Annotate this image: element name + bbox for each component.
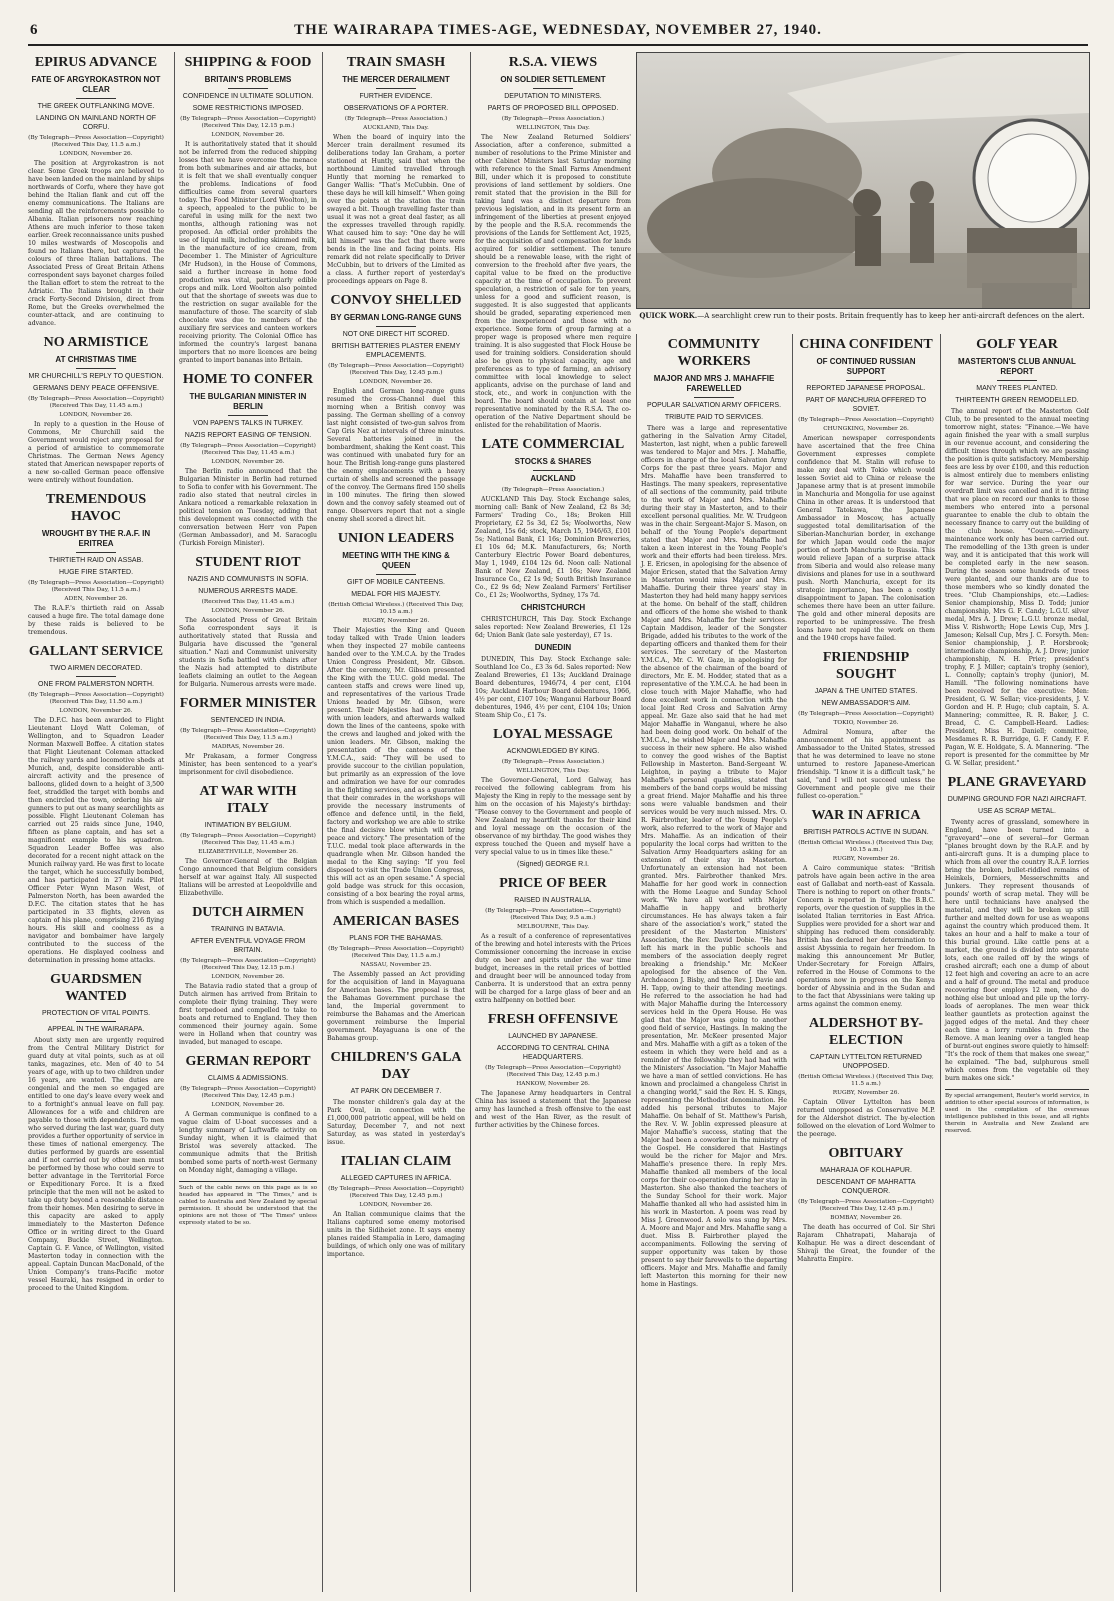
- credit: (By Telegraph—Press Association—Copyright) (Received This Day, 11.5 a.m.): [180, 728, 316, 741]
- article-friendship-sought: [797, 649, 935, 801]
- credit: (By Telegraph—Press Association.): [501, 116, 605, 122]
- dateline: LONDON, November 26.: [211, 459, 285, 465]
- deck: OF CONTINUED RUSSIAN SUPPORT: [816, 357, 916, 376]
- deck: DUMPING GROUND FOR NAZI AIRCRAFT.: [947, 796, 1087, 803]
- headline: AT WAR WITH ITALY: [199, 784, 297, 816]
- article-body: The D.F.C. has been awarded to Flight Lieutenant Lloyd Watt Coleman, of Wellington, and to Squadron Leader Norman Maxwell Boffee. A citation states that Flight Lieutenant Coleman attacked the railway yards and locomotive sheds at Munich, and, despite considerable anti-aircraft activity and the presence of balloons, glided down to a height of 3,500 feet, straddled the target with bombs and then encircled the town, ordering his air gunners to put out as many searchlights as possible. Flight Lieutenant Coleman has carried out 25 raids since June, 1940, fifteen as plane captain, and has set a magnificent example to his squadron. Squadron Leader Boffee was also decorated for a recent night attack on the Munich railway yard. He was first to locate the target, which he successfully bombed, and has participated in 27 raids. Pilot Officer Peter Wynn Mason West, of Palmerston North, has been awarded the D.F.C. The citation states that he has participated in 33 flights, eleven as captain of his plane, comprising 216 flying hours. His skill and coolness as a navigator and bombaimer have largely contributed to the success of the operations. He displayed coolness and determination in pressing home attacks.: [28, 717, 164, 964]
- column-5: [636, 334, 787, 1592]
- divider: [376, 88, 416, 89]
- headline: GALLANT SERVICE: [28, 644, 164, 659]
- deck: ONE FROM PALMERSTON NORTH.: [38, 681, 154, 688]
- deck: WROUGHT BY THE R.A.F. IN ERITREA: [41, 529, 151, 548]
- deck: BRITISH BATTERIES PLASTER ENEMY EMPLACEMENTS.: [331, 343, 461, 359]
- article-obituary: [797, 1145, 935, 1264]
- headline: WAR IN AFRICA: [811, 808, 921, 823]
- credit: (British Official Wireless.) (Received This Day, 10.15 a.m.): [798, 840, 934, 853]
- dateline: NASSAU, November 25.: [360, 962, 432, 968]
- deck: FATE OF ARGYROKASTRON NOT CLEAR: [31, 75, 161, 94]
- column-2: [174, 52, 317, 1592]
- credit: (By Telegraph—Press Association—Copyright) (Received This Day, 12.45 p.m.): [798, 1199, 934, 1212]
- article-community-workers: [641, 336, 787, 1289]
- article-body: The position at Argyrokastron is not clear. Some Greek troops are believed to have been landed on the mainland by ships northwards of Corfu, where they have got behind the Italian flank and cut off the enemy communications. The Italians are sending all the reinforcements possible to Albania. Italian prisoners now reaching Athens are much inferior to those taken earlier. Greek reconnaissance units pushed 10 miles westwards of Moscopolis and found no Italians there, but captured the colours of three Italian battalions. The Associated Press of Great Britain Athens correspondent says bayonet charges foiled the Italian effort to stem the retreat to the Adriatic. The Italians brought in their crack Forty-Second Division, direct from Rome, but the Greeks overwhelmed the counter-attack, and are continuing to advance.: [28, 160, 164, 327]
- credit: (By Telegraph—Press Association—Copyright) (Received This Day, 12.15 p.m.): [180, 958, 316, 971]
- article-rsa-views: [475, 54, 631, 430]
- deck: APPEAL IN THE WAIRARAPA.: [47, 1026, 145, 1033]
- article-epirus-advance: [28, 54, 164, 328]
- subhead: AUCKLAND: [530, 474, 576, 483]
- article-body: Admiral Nomura, after the announcement of his appointment as Ambassador to the United States, stressed that he was determined to leave no stone unturned to restore Japanese-American friendship. "I know it is a difficult task," he said, "and I will not succeed unless the Government and people give me their fullest co-operation.": [797, 729, 935, 800]
- article-war-with-italy: [179, 783, 317, 898]
- dateline: LONDON, November 26.: [359, 379, 433, 385]
- divider: [533, 470, 573, 471]
- article-body: The Governor-General of the Belgian Congo announced that Belgium considers herself at war against Italy. All suspected Italians will be arrested at Leopoldville and Elizabethville.: [179, 858, 317, 897]
- dateline: WELLINGTON, This Day.: [516, 125, 590, 131]
- dateline: ADEN, November 26.: [64, 596, 128, 602]
- deck: POPULAR SALVATION ARMY OFFICERS.: [646, 402, 782, 409]
- article-body: The Governor-General, Lord Galway, has received the following cablegram from his Majesty the King in reply to the message sent by him on the occasion of his Majesty's birthday: "Please convey to the Government and people of New Zealand my heartfelt thanks for their kind and loyal message on the occasion of the observance of my birthday. The good wishes they express touched the Queen and myself have a very special value to us in times like these.": [475, 777, 631, 856]
- article-golf-year: [945, 336, 1089, 768]
- headline: GOLF YEAR: [976, 337, 1058, 352]
- column-3: [322, 52, 465, 1592]
- deck: THE BULGARIAN MINISTER IN BERLIN: [189, 392, 307, 411]
- article-aldershot-by-election: [797, 1015, 935, 1139]
- headline: HOME TO CONFER: [182, 372, 314, 387]
- article-body: Twenty acres of grassland, somewhere in England, have been turned into a "graveyard"—one of several—for German "planes brought down by the R.A.F. and by anti-aircraft guns. It is a dumping place to which from all over the country R.A.F. lorries bring the broken, bullet-riddled remains of Heinkels, Dorniers, Messerschmitts and Junkers. They represent thousands of pounds' worth of scrap metal. They will be here until technicians have analysed the material, and they will be broken up still further and melted down for use as weapons against the country which produced them. It takes an hour and a half to make a tour of this burial ground. Like cattle pens at a market, the ground is divided into separate lots, each one railed off by the wings of crashed aircraft; each one a dump of about 12 feet high and covering an acre to an acre and a half of ground. The metal and produce recovering floor employs 12 men, who do nothing else but unload and pile up the lorry-loads of aeroplanes. The men wear thick leather gauntlets as protection against the jagged edges of the metal. And they cheer each time a lorry rumbles in from the Remove. A man leaning over a tangled heap of burnt-out engines swore quietly to himself: "It's the rock of them that makes one swear," he explained. "The bad, sulphurous smell which comes from the vegetable oil they burn makes one sick.": [945, 819, 1089, 1082]
- article-body: As a result of a conference of representatives of the brewing and hotel interests with the Prices Commissioner concerning the increase in excise duty on beer and spirits under the war time budget, increases in the retail prices of bottled and draught beer will be announced today from Canberra. It is understood that an extra penny will be charged for a large glass of beer and an extra halfpenny on bottled beer.: [475, 933, 631, 1004]
- article-body: Mr Prakasam, a former Congress Minister, has been sentenced to a year's imprisonment for civil disobedience.: [179, 753, 317, 776]
- headline: OBITUARY: [828, 1146, 904, 1161]
- divider: [846, 380, 886, 381]
- deck: PART OF MANCHURIA OFFERED TO SOVIET.: [805, 397, 927, 413]
- article-body: The R.A.F.'s thirtieth raid on Assab caused a huge fire. The total damage done by these raids is believed to be tremendous.: [28, 605, 164, 636]
- article-war-in-africa: [797, 807, 935, 1009]
- credit: (By Telegraph—Press Association—Copyright) (Received This Day, 12.45 p.m.): [180, 1086, 316, 1099]
- deck: USE AS SCRAP METAL.: [978, 808, 1056, 815]
- dateline: RUGBY, November 26.: [362, 618, 430, 624]
- credit: (By Telegraph—Press Association.): [344, 116, 448, 122]
- deck: MANY TREES PLANTED.: [976, 385, 1058, 392]
- photo-caption: [636, 311, 1088, 321]
- divider: [376, 326, 416, 327]
- deck: CAPTAIN LYTTELTON RETURNED UNOPPOSED.: [810, 1054, 922, 1070]
- article-guardsmen-wanted: [28, 971, 164, 1293]
- headline: FRIENDSHIP SOUGHT: [822, 650, 910, 682]
- article-body: The Japanese Army headquarters in Central China has issued a statement that the Japanese army has launched a fresh offensive to the east and west of the Han River, as the result of further activities by the Chinese forces.: [475, 1090, 631, 1129]
- article-body: It is authoritatively stated that it should not be inferred from the reduced shipping losses that we have overcome the menace from both submarines and air attacks, but it is felt that we shall eventually conquer the problems. Indications of food difficulties came from several quarters today. The Food Minister (Lord Woolton), in a speech, appealed to the public to be careful in using milk for the next two months, although rationing was not proposed. An official order prohibits the use of liquid milk, including skimmed milk, in the manufacture of ice cream, from December 1. The Minister of Agriculture (Mr Hudson), in the House of Commons, said a further increase in home food production was vital, particularly edible crops and milk. Lord Woolton also pointed out that the shortage of sweets was due to the restriction on sugar available for the manufacture of those. The scarcity of slab chocolate was due to members of the auxiliary fire services and canteen workers receiving priority. The Colonial Office has informed the country's largest banana importers that no more licences are being granted to import bananas into Britain.: [179, 141, 317, 364]
- deck: THE MERCER DERAILMENT: [342, 75, 450, 84]
- deck: MAJOR AND MRS J. MAHAFFIE FAREWELLED: [653, 374, 775, 393]
- article-late-commercial: [475, 436, 631, 720]
- dateline: AUCKLAND, This Day.: [363, 125, 429, 131]
- column-7: [940, 334, 1089, 1592]
- deck: THIRTEENTH GREEN REMODELLED.: [955, 397, 1079, 404]
- dateline: LONDON, November 26.: [211, 608, 285, 614]
- headline: TREMENDOUS HAVOC: [45, 492, 147, 524]
- divider: [76, 368, 116, 369]
- article-italian-claim: [327, 1153, 465, 1259]
- article-body: The monster children's gala day at the Park Oval, in connection with the £1,000,000 patriotic appeal, will be held on Saturday, December 7, and not next Saturday, as was stated in yesterday's issue.: [327, 1099, 465, 1146]
- headline: AMERICAN BASES: [332, 914, 460, 929]
- credit: (By Telegraph—Press Association—Copyright) (Received This Day, 11.45 a.m.): [180, 443, 316, 456]
- deck: BY GERMAN LONG-RANGE GUNS: [330, 313, 462, 322]
- article-body: English and German long-range guns resumed the cross-Channel duel this morning when a British convoy was passing. The German shelling of a convoy last night consisted of two-gun salvos from Cap Gris Nez at intervals of three minutes. Several batteries joined in the bombardment, shaking the Kent coast. This was continued with unabated fury for an hour. The British long-range guns plastered the enemy emplacements with a heavy curtain of shells and screened the passage of the convoy. The Germans fired 150 shells in 100 minutes. The firing then slowed down and the convoy safely steamed out of range. Observers report that not a single enemy shell scored a direct hit.: [327, 388, 465, 523]
- article-train-smash: [327, 54, 465, 286]
- headline: CHINA CONFIDENT: [799, 337, 933, 352]
- deck: THIRTIETH RAID ON ASSAB.: [48, 557, 144, 564]
- divider: [376, 574, 416, 575]
- headline: GERMAN REPORT: [185, 1054, 311, 1069]
- deck: NOT ONE DIRECT HIT SCORED.: [342, 331, 450, 338]
- deck: PARTS OF PROPOSED BILL OPPOSED.: [487, 105, 619, 112]
- deck: CLAIMS & ADMISSIONS.: [207, 1075, 289, 1082]
- article-body: AUCKLAND This Day. Stock Exchange sales, morning call: Bank of New Zealand, £2 8s 3d; Farmers' Trading Co., 18s; Broken Hill Proprietary, £2 5s 3d, £2 5s; Woolworths, New Zealand, 15s 6d; stock, March 15, 1946/63, £101 5s; National Bank, £1 16s; Dominion Breweries, £1 10s 6d; M.K. Manufacturers, 6s; North Canterbury Electric Power Board debentures, May 1, 1949, £104 12s 6d. Noon call: National Bank of New Zealand, £1 16s; New Zealand Insurance Co., £2 1s 9d; South British Insurance Co., £2 9s 6d; New Zealand Farmers' Fertiliser Co., £1 2s; Woolworths, Sydney, 17s 7d.: [475, 496, 631, 599]
- divider: [533, 88, 573, 89]
- headline: TRAIN SMASH: [346, 55, 446, 70]
- article-body: The Assembly passed an Act providing for the acquisition of land in Mayaguana for American bases. The proposal is that the Bahamas Government purchase the land, the Imperial government to reimburse the Bahamas and the American government reimburse the Imperial government. Mayaguana is one of the Bahamas group.: [327, 971, 465, 1042]
- deck: AT CHRISTMAS TIME: [55, 355, 137, 364]
- headline: FRESH OFFENSIVE: [487, 1012, 619, 1027]
- deck: DEPUTATION TO MINISTERS.: [504, 93, 602, 100]
- caption-text: —A searchlight crew run to their posts. Britain frequently has to keep her anti-aircraft defences on the alert.: [697, 312, 1085, 320]
- caption-lead: QUICK WORK.: [639, 311, 698, 320]
- divider: [228, 88, 268, 89]
- deck: ALLEGED CAPTURES IN AFRICA.: [340, 1175, 452, 1182]
- article-shipping-food: [179, 54, 317, 365]
- article-body: The Associated Press of Great Britain Sofia correspondent says it is authoritatively stated that Russia and Bulgaria have discussed the "general situation." Nazi and Communist university students in Sofia battled with chairs after the Nazis had attempted to distribute leaflets claiming an outlet to the Aegean for Bulgaria. Numerous arrests were made.: [179, 617, 317, 688]
- deck: NAZIS REPORT EASING OF TENSION.: [184, 432, 312, 439]
- credit: (By Telegraph—Press Association.): [501, 487, 605, 493]
- article-body: About sixty men are urgently required from the Central Military District for guard duty at vital points, such as at oil tanks, magazines, etc. Men of 40 to 54 years of age, with up to two children under 16 years, are wanted. The duties are congenial and the men so engaged are entitled to one day's leave every week and to a fortnight's annual leave on full pay. Allowances for a wife and children are payable to those with dependents. To men who served during the last war, guard duty provides a further opportunity of service in these times of national emergency. The duties performed by guards are essential and if not carried out by other men must be performed by those who could serve to better advantage in the Territorial Force or Expeditionary Force. It is a fixed principle that the men will not be asked to take up duty beyond a reasonable distance from their homes. Men desiring to serve in this capacity are asked to apply immediately to the Masterton Defence Office or in writing direct to the Guard Company, Buckle Street, Wellington. Captain G. F. Vance, of Wellington, visited Masterton today in connection with the appeal. Captain Duncan MacDonald, of the Union Company's trans-Pacific motor vessel Hauraki, has resigned in order to proceed to the United Kingdom.: [28, 1037, 164, 1292]
- headline: SHIPPING & FOOD: [184, 55, 312, 70]
- dateline: ELIZABETHVILLE, November 26.: [198, 849, 298, 855]
- article-china-confident: [797, 336, 935, 643]
- article-body: In reply to a question in the House of Commons, Mr Churchill said the Government would reject any proposal for a period of armistice to commemorate Christmas. The German News Agency stated that American newspaper reports of a new so-called German peace offensive were entirely without foundation.: [28, 421, 164, 484]
- article-former-minister: [179, 695, 317, 777]
- dateline: LONDON, November 26.: [359, 1202, 433, 1208]
- dateline: MELBOURNE, This Day.: [516, 924, 590, 930]
- credit: (By Telegraph—Press Association—Copyright) (Received This Day, 12.45 p.m.): [328, 1186, 464, 1199]
- article-body: When the board of inquiry into the Mercer train derailment resumed its deliberations today Ian Graham, a porter stationed at Huntly, said that when the northbound Limited travelled through Huntly that morning he remarked to Ganger Wallis: "That's McCubbin. One of these days he will kill himself." When going over the points at the station the train swayed a bit. Though travelling faster than usual it was not a great deal faster, as all the expresses travelled through rapidly. What caused him to say: "One day he will kill himself" was the fact that there were bends in the line and facing points. His remark did not relate specifically to Driver McCubbin, but to drivers of the Limited as a class. A further report of yesterday's proceedings appears on Page 8.: [327, 134, 465, 285]
- credit: (By Telegraph—Press Association—Copyright): [798, 711, 934, 717]
- article-loyal-message: [475, 726, 631, 869]
- credit: (By Telegraph—Press Association—Copyright) (Received This Day, 12.45 p.m.): [485, 1065, 621, 1078]
- credit: (By Telegraph—Press Association—Copyright) (Received This Day, 12.15 p.m.): [180, 116, 316, 129]
- headline: FORMER MINISTER: [179, 696, 317, 711]
- headline: LATE COMMERCIAL: [481, 437, 625, 452]
- deck: TRIBUTE PAID TO SERVICES.: [664, 414, 764, 421]
- article-body: An Italian communique claims that the Italians captured some enemy motorised units in the Sidiheiet zone. It says enemy planes raided Stampalia in Lero, damaging buildings, of which only one was of military importance.: [327, 1211, 465, 1258]
- article-student-riot: [179, 554, 317, 689]
- dateline: LONDON, November 26.: [211, 974, 285, 980]
- deck: BRITAIN'S PROBLEMS: [204, 75, 292, 84]
- deck: NAZIS AND COMMUNISTS IN SOFIA.: [187, 576, 309, 583]
- deck: CONFIDENCE IN ULTIMATE SOLUTION.: [182, 93, 314, 100]
- dateline: TOKIO, November 26.: [833, 720, 899, 726]
- deck: MR CHURCHILL'S REPLY TO QUESTION.: [28, 373, 164, 380]
- article-body: DUNEDIN, This Day. Stock Exchange sale: Southland Ice Co., £3 3s 6d. Sales reported: New Zealand Breweries, £1 13s; Auckland Drainage Board debentures, 1946/74, 4 per cent, £104 10s; Auckland Harbour Board debentures, 1966, 4½ per cent, £107 10s; Wanganui Harbour Board debentures, 1946, 4½ per cent, £104 10s; Union Steam Ship Co., £1 7s.: [475, 656, 631, 719]
- credit: (By Telegraph—Press Association—Copyright) (Received This Day, 11.45 a.m.): [180, 833, 316, 846]
- dateline: BOMBAY, November 26.: [830, 1215, 902, 1221]
- article-fresh-offensive: [475, 1011, 631, 1130]
- deck: SENTENCED IN INDIA.: [210, 717, 286, 724]
- searchlight-photo: [636, 52, 1090, 309]
- deck: ACKNOWLEDGED BY KING.: [506, 748, 600, 755]
- article-body: The New Zealand Returned Soldiers' Association, after a conference, submitted a number of resolutions to the Prime Minister and other Cabinet Ministers last Saturday morning with reference to the Small Farms Amendment Bill, under which it is proposed to constitute provisions of land settlement by soldiers. One remit stated that the provision in the Bill for taking land was a distinct departure from previous legislation, and in its present form an infringement of the liberties at present enjoyed by the people and the R.S.A. recommends the provisions of the Lands for Settlement Act, 1925, for the acquisition of and compensation for lands acquired for soldier settlement. The tenure should be a renewable lease, with the right of conversion to the freehold after five years, the capital value to be fixed on the productive capacity at the time of occupation. To prevent speculation, a restriction of sale for ten years, unless for a good and sufficient reason, is suggested. It is also suggested that applicants should be graded, separating experienced men from the inexperienced and those with no experience. Some form of group farming at a proper wage is proposed where men require training. It is also suggested that Flock House be used for training soldiers. Consideration should also be given to physical capacity, age and preferences as to type of farming, an advisory committee with local knowledge to select applicants, advise on the purchase of land and stock, etc., and work in conjunction with the board. The board should contain at least one representative nominated by the R.S.A. The co-operation of the Native Department should be enlisted for the rehabilitation of Maoris.: [475, 134, 631, 429]
- headline: COMMUNITY WORKERS: [667, 337, 761, 369]
- deck: LANDING ON MAINLAND NORTH OF CORFU.: [35, 115, 157, 131]
- dateline: MADRAS, November 26.: [211, 744, 285, 750]
- headline: PLANE GRAVEYARD: [947, 775, 1087, 790]
- column-4: [470, 52, 631, 1592]
- newspaper-title: THE WAIRARAPA TIMES-AGE, WEDNESDAY, NOVEMBER 27, 1940.: [294, 22, 822, 38]
- article-german-report: [179, 1053, 317, 1175]
- deck: OBSERVATIONS OF A PORTER.: [343, 105, 449, 112]
- masthead: [28, 22, 1088, 46]
- deck: NUMEROUS ARRESTS MADE.: [198, 588, 298, 595]
- deck: JAPAN & THE UNITED STATES.: [814, 688, 918, 695]
- credit: (British Official Wireless.) (Received This Day, 11.5 a.m.): [798, 1074, 934, 1087]
- dateline: LONDON, November 26.: [211, 132, 285, 138]
- divider: [694, 397, 734, 398]
- article-convoy-shelled: [327, 292, 465, 524]
- headline: R.S.A. VIEWS: [508, 55, 598, 70]
- deck: GERMANS DENY PEACE OFFENSIVE.: [33, 385, 159, 392]
- article-body: American newspaper correspondents have ascertained that the free China Government expresses complete confidence that M. Stalin will refuse to make any deal with Tokio which would lessen Soviet aid to China or release the Japanese army that is at present immobile in Manchuria and Mongolia for use against China in other areas. It is understood that General Tatekawa, the Japanese Ambassador in Moscow, has actually suggested total demilitarisation of the Siberian-Manchurian border, in exchange for which Japan would cede the major portion of north Manchuria to Russia. This would relieve Japan of a surprise attack from Siberia and would also release many divisions and planes for use in a southward push. North Manchuria, except for its strategic importance, has been a costly disappointment to Japan. The colonisation schemes there have been an utter failure. The gold and other mineral deposits are reported to be unimpressive. The fresh loans have not repaid the work on them and the 1940 crops have failed.: [797, 435, 935, 642]
- article-body: A German communique is confined to a vague claim of U-boat successes and a lengthy summary of Luftwaffe activity on Sunday night, when it is claimed that Bristol was severely attacked. The communique admits that the British bombed some parts of north-west Germany on Monday night, damaging a village.: [179, 1111, 317, 1174]
- deck: PROTECTION OF VITAL POINTS.: [41, 1010, 151, 1017]
- article-union-leaders: [327, 530, 465, 907]
- deck: LAUNCHED BY JAPANESE.: [508, 1033, 598, 1040]
- deck: GIFT OF MOBILE CANTEENS.: [347, 579, 445, 586]
- credit: (By Telegraph—Press Association—Copyright) (Received This Day, 11.5 a.m.): [328, 946, 464, 959]
- article-body: There was a large and representative gathering in the Salvation Army Citadel, Masterton, last night, when a public farewell was tendered to Major and Mrs. J. Mahaffie, officers in charge of the local Salvation Army Corps for the past three years. Major and Mrs. Mahaffie have been transferred to Hastings. The many speakers, representative of all sections of the community, paid tribute to the work of Major and Mrs. Mahaffie during their stay in Masterton, and to their excellent personal qualities. Mr. W. Trudgeon was in the chair. Sergeant-Major S. Mason, on behalf of the Young People's department stated that Major and Mrs. Mahaffie had taken a keen interest in the Young People's work and their efforts had been tireless. Mrs. J. E. Ericsen, in apologising for the absence of Major Ericsen, stated that the Salvation Army in Masterton would miss Major and Mrs. Mahaffie. During their three years' stay in Masterton they had held many happy services at the home. On behalf of the staff, children and officers of the home she wished to thank Major and Mrs. Mahaffie for their services. Captain Maddison, leader of the Songster Brigade, added his tributes to the work of the departing officers and thanked them for their services. The secretary of the Masterton Y.M.C.A., Mr. C. W. Gaze, in apologising for the absence of the chairman of the board of directors, Mr. E. M. Hodder, stated that as a representative of the Y.M.C.A. he had been in close touch with Major Mahaffie, who had done excellent work in connection with the local Joint Red Cross and Salvation Army appeal. Mr. Gaze also said that he had met Major Mahaffie in Wanganui, where he also had been doing good work. On behalf of the Y.M.C.A., he wished Major and Mrs. Mahaffie success in their new sphere. He also wished to convey the good wishes of the Baptist Fellowship in Masterton. Band-Sergeant W. Leighton, in paying a tribute to Major Mahaffie's personal qualities, stated that members of the band corps would be missing a great friend. Major Mahaffie and his three sons were valuable bandsmen and their services would be very much missed. Mrs. O. R. Fairbrother, leader of the Young People's work, also referred to the work of Major and Mrs. Mahaffie. As an indication of their popularity the local corps had written to the Salvation Army Headquarters asking for an extension of their stay in Masterton. Unfortunately an extension had not been granted. Mrs. Fairbrother thanked Mrs. Mahaffie for her good work in connection with the Home League and Sunday School work. "We have all worked with Major Mahaffie in happy and brotherly circumstances. He has always taken a fair share of the association's work," stated the president of the Masterton Ministers' Association, the Rev. David Dobie. "He has left his mark in the public schools and members of the association deeply regret breaking a friendship." Mr. McKeer apologised for the absence of the Ven. Archdeacon J. Bisby, and the Rev. J. Davie and H. Tapp, owing to their attending meetings. He referred to the association he had had with Major Mahaffie during the Intercessory services held in the Opera House. He was glad that the Major was going to another good field of service, Hastings. In making the presentation, Mr. McKeer presented Major and Mrs. Mahaffie with a gift as a token of the esteem in which they were held and as a reminder of the fellowship they had had with the Ministers' Association. "In Major Mahaffie we have a man of settled convictions. He has known and proclaimed a changeless Christ in a changing world," said the Rev. H. S. Kings, representing the Methodist denomination. He added his personal tributes to Major Mahaffie. On behalf of St. Matthew's Parish, the Rev. V. W. Joblin expressed pleasure at Major Mahaffie's success, stating that the Major had been a coworker in the ministry of the Gospel. He considered that Hastings would be the richer for Major and Mrs. Mahaffie's presence there. In reply Mrs. Mahaffie thanked all members of the local corps for their co-operation during her stay in Masterton. She also thanked the teachers of the Sunday School for their work. Major Mahaffie thanked all who had assisted him in his work in Masterton. A poem was read by Miss J. Greenwood. A solo was sung by Mrs. A. Moore and Major and Mrs. Mahaffie sang a duet. Miss B. Fairbrother played the accompaniments. Following the serving of supper opportunity was taken by those present to say their farewells to the departing officers. Major and Mrs. Mahaffie and family left Masterton this morning for their new home in Hastings.: [641, 425, 787, 1288]
- times-notice: Such of the cable news on this page as is so headed has appeared in "The Times," and is cabled to Australia and New Zealand by special permission. It should be understood that the opinions are not those of "The Times" unless expressly stated to be so.: [179, 1181, 317, 1227]
- dateline: HANKOW, November 26.: [516, 1081, 590, 1087]
- page-number: 6: [30, 22, 39, 38]
- headline: ITALIAN CLAIM: [340, 1154, 452, 1169]
- deck: PLANS FOR THE BAHAMAS.: [349, 935, 443, 942]
- article-tremendous-havoc: [28, 491, 164, 637]
- headline: CONVOY SHELLED: [330, 293, 462, 308]
- deck: ACCORDING TO CENTRAL CHINA HEADQUARTERS.: [496, 1045, 610, 1061]
- article-american-bases: [327, 913, 465, 1043]
- dateline: RUGBY, November 26.: [832, 856, 900, 862]
- credit: (By Telegraph—Press Association—Copyright) (Received This Day, 12.45 p.m.): [328, 363, 464, 376]
- deck: THE GREEK OUTFLANKING MOVE.: [37, 103, 155, 110]
- article-body: The Berlin radio announced that the Bulgarian Minister in Berlin had returned to Sofia to confer with his Government. The radio also stated that neutral circles in Ankara noticed a remarkable relaxation in political tension on Tuesday, adding that this development was connected with the conversation between Herr von Papen (German Ambassador), and M. Saracoglu (Turkish Foreign Minister).: [179, 468, 317, 547]
- deck: FURTHER EVIDENCE.: [359, 93, 433, 100]
- signature: (Signed) GEORGE R.I.: [517, 861, 589, 868]
- credit: (By Telegraph—Press Association—Copyright) (Received This Day, 11.5 a.m.): [28, 135, 164, 148]
- column-1: [28, 52, 164, 1592]
- dateline: LONDON, November 26.: [59, 708, 133, 714]
- credit: (By Telegraph—Press Association—Copyright) (Received This Day, 11.5 a.m.): [28, 580, 164, 593]
- credit: (By Telegraph—Press Association—Copyright) (Received This Day, 9.5 a.m.): [485, 908, 621, 921]
- credit: (By Telegraph—Press Association.): [501, 759, 605, 765]
- credit: (By Telegraph—Press Association—Copyright) (Received This Day, 11.50 a.m.): [28, 692, 164, 705]
- article-plane-graveyard: [945, 774, 1089, 1083]
- subhead: CHRISTCHURCH: [520, 603, 586, 612]
- article-childrens-gala-day: [327, 1049, 465, 1147]
- headline: STUDENT RIOT: [195, 555, 301, 570]
- dateline: LONDON, November 26.: [59, 412, 133, 418]
- article-dutch-airmen: [179, 904, 317, 1047]
- credit: (Received This Day, 11.45 a.m.): [201, 599, 295, 605]
- article-body: A Cairo communique states: "British patrols have again been active in the area east of Gallabat and north-east of Kassala. There is nothing to report on other fronts." Concern is reported in Italy, the B.B.C. reports, over the question of supplies in the isolated Italian territories in East Africa. Supplies were provided for a short war and shipping has reduced them considerably. British has declared her determination to assist Abyssinia to regain her freedom. In making this announcement Mr Butler, Under-Secretary for Foreign Affairs, referred in the House of Commons to the operations now in progress on the Kenya border of Abyssinia and in the Sudan and to the fact that Abyssinians were taking up arms against the common enemy.: [797, 865, 935, 1008]
- deck: TWO AIRMEN DECORATED.: [49, 665, 143, 672]
- deck: INTIMATION BY BELGIUM.: [204, 822, 292, 829]
- headline: NO ARMISTICE: [43, 335, 149, 350]
- reuters-notice: By special arrangement, Reuter's world service, in addition to other special sources of information, is used in the compilation of the overseas intelligence published in this issue, and all rights therein in Australia and New Zealand are reserved.: [945, 1089, 1089, 1135]
- headline: GUARDSMEN WANTED: [50, 972, 142, 1004]
- article-body: The Batavia radio stated that a group of Dutch airmen has arrived from Britain to complete their flying training. They were first torpedoed and compelled to take to boats and returned to England. They then commenced their journey again. Some were in Holland when that country was invaded, but managed to escape.: [179, 983, 317, 1046]
- credit: (By Telegraph—Press Association—Copyright): [798, 417, 934, 423]
- dateline: WELLINGTON, This Day.: [516, 768, 590, 774]
- deck: RAISED IN AUSTRALIA.: [514, 897, 592, 904]
- article-gallant-service: [28, 643, 164, 965]
- credit: (British Official Wireless.) (Received This Day, 10.15 a.m.): [328, 602, 464, 615]
- article-body: The death has occurred of Col. Sir Shri Rajaram Chhatrapati, Maharaja of Kolhapur. He was a direct descendant of Shivaji the Great, the founder of the Mahratta Empire.: [797, 1224, 935, 1263]
- headline: LOYAL MESSAGE: [493, 727, 613, 742]
- article-body: Captain Oliver Lyttelton has been returned unopposed as Conservative M.P. for the Aldershot district. The by-election followed on the elevation of Lord Wolmer to the peerage.: [797, 1099, 935, 1138]
- divider: [76, 1021, 116, 1022]
- deck: MEDAL FOR HIS MAJESTY.: [351, 591, 441, 598]
- deck: MAHARAJA OF KOLHAPUR.: [820, 1167, 912, 1174]
- deck: STOCKS & SHARES: [514, 457, 592, 466]
- credit: (By Telegraph—Press Association—Copyright) (Received This Day, 11.45 a.m.): [28, 396, 164, 409]
- subhead: DUNEDIN: [534, 643, 572, 652]
- deck: AFTER EVENTFUL VOYAGE FROM BRITAIN.: [190, 938, 306, 954]
- article-body: The annual report of the Masterton Golf Club, to be presented to the annual meeting tomorrow night, states: "Finance.—We have again finished the year with a small surplus in our revenue account, and considering the difficult times through which we are passing the position is quite satisfactory. Membership fees are less by over £100, and this reduction is almost entirely due to members enlisting for war service. During the year our overdraft limit was cancelled and it is fitting that we place on record our thanks to those members who entered into a personal guarantee to enable the club to obtain the necessary finance to carry out the building of the club house. "Course.—Ordinary maintenance work only has been carried out. The remodelling of the 13th green is under way, and it is anticipated that this work will be completed early in the new season. During the season some hundreds of trees were planted, and our thanks are due to those members who so kindly donated the trees. "Club Championships, etc.—Ladies: Senior championship, Miss D. Todd; junior championship, Mrs G. F. Candy; L.G.U. silver medal, Mrs A. J. Drew; L.G.U. bronze medal, Miss V. Rishworth; Hope Lewis Cup, Mrs J. Jameson; Kelsall Cup, Mrs J. C. Forsyth. Men: Senior championship, J. P. Horsbrook; intermediate championship, A. J. Drew; junior championship, N. H. Prier; president's trophy, F. J. Miller; captain's trophy (senior), L. Connolly; captain's trophy (junior), M. Hamill. "The following nominations have been received for the executive: Men: President, G. W. Sellar; vice-presidents, J. V. Gordon and H. P. Hugo; club captain, S. A. Mannering; committee, R. R. Baker, J. C. Bread, C. C. Campbell-Heard. Ladies: President, Miss H. Daniell; committee, Mesdames R. R. Burridge, G. F. Candy, F. F. Pagan, W. E. Holdgate, S. A. Mannering. "The report is presented for the committee by Mr G. W. Sellar, president.": [945, 408, 1089, 767]
- deck: SOME RESTRICTIONS IMPOSED.: [192, 105, 304, 112]
- article-home-to-confer: [179, 371, 317, 548]
- headline: PRICE OF BEER: [499, 876, 607, 891]
- headline: UNION LEADERS: [337, 531, 455, 546]
- deck: BRITISH PATROLS ACTIVE IN SUDAN.: [803, 829, 929, 836]
- dateline: CHUNGKING, November 26.: [823, 426, 909, 432]
- dateline: LONDON, November 26.: [59, 151, 133, 157]
- headline: DUTCH AIRMEN: [192, 905, 304, 920]
- divider: [76, 676, 116, 677]
- article-body: Their Majesties the King and Queen today talked with Trade Union leaders when they inspected 27 mobile canteens handed over to the Y.M.C.A. by the Trades Union Congress President, Mr. Gibson. After the ceremony, Mr. Gibson presented the King with the T.U.C. gold medal. The canteen staffs and crews were lined up, and representatives of the various Trade Unions headed by Mr. Gibson, were present. Their Majesties had a long talk with union leaders, and afterwards walked down the lines of the canteens, spoke with the crews and laughed and joked with the union leaders. Mr. Gibson, making the presentation of the canteens of the Y.M.C.A., said: "They will be used to provide succour to the civilian population, but primarily as an expression of the love and admiration we have for our comrades in the fighting services, and as a guarantee that their comrades in the workshops will provide the necessary instruments of offence and defence until, in the field, factory and workshop we are able to strike the final decisive blow which will bring peace and victory." The presentation of the T.U.C. medal took place afterwards in the quadrangle when Mr. Gibson handed the medal to the King saying: "If you feel disposed to visit the Trade Union Congress, this will act as an open sesame." A special gold badge was struck for this occasion, consisting of a box bearing the royal arms, from which is suspended a medallion.: [327, 627, 465, 906]
- divider: [76, 98, 116, 99]
- column-6: [792, 334, 935, 1592]
- deck: NEW AMBASSADOR'S AIM.: [821, 700, 911, 707]
- deck: HUGE FIRE STARTED.: [58, 569, 134, 576]
- deck: MASTERTON'S CLUB ANNUAL REPORT: [958, 357, 1076, 376]
- dateline: RUGBY, November 26.: [832, 1090, 900, 1096]
- deck: ON SOLDIER SETTLEMENT: [500, 75, 606, 84]
- deck: TRAINING IN BATAVIA.: [210, 926, 286, 933]
- deck: MEETING WITH THE KING & QUEEN: [342, 551, 450, 570]
- divider: [228, 415, 268, 416]
- dateline: LONDON, November 26.: [211, 1102, 285, 1108]
- deck: VON PAPEN'S TALKS IN TURKEY.: [192, 420, 303, 427]
- article-price-of-beer: [475, 875, 631, 1005]
- deck: DESCENDANT OF MAHRATTA CONQUEROR.: [816, 1179, 916, 1195]
- article-body: CHRISTCHURCH, This Day. Stock Exchange sales reported: New Zealand Breweries, £1 12s 6d; Union Bank (late sale yesterday), £7 1s.: [475, 616, 631, 639]
- article-no-armistice: [28, 334, 164, 485]
- searchlight-illustration: [637, 53, 1089, 308]
- headline: CHILDREN'S GALA DAY: [330, 1050, 462, 1082]
- headline: EPIRUS ADVANCE: [34, 55, 158, 70]
- divider: [76, 552, 116, 553]
- deck: REPORTED JAPANESE PROPOSAL.: [806, 385, 926, 392]
- headline: ALDERSHOT BY-ELECTION: [809, 1016, 923, 1048]
- divider: [997, 380, 1037, 381]
- deck: AT PARK ON DECEMBER 7.: [350, 1088, 442, 1095]
